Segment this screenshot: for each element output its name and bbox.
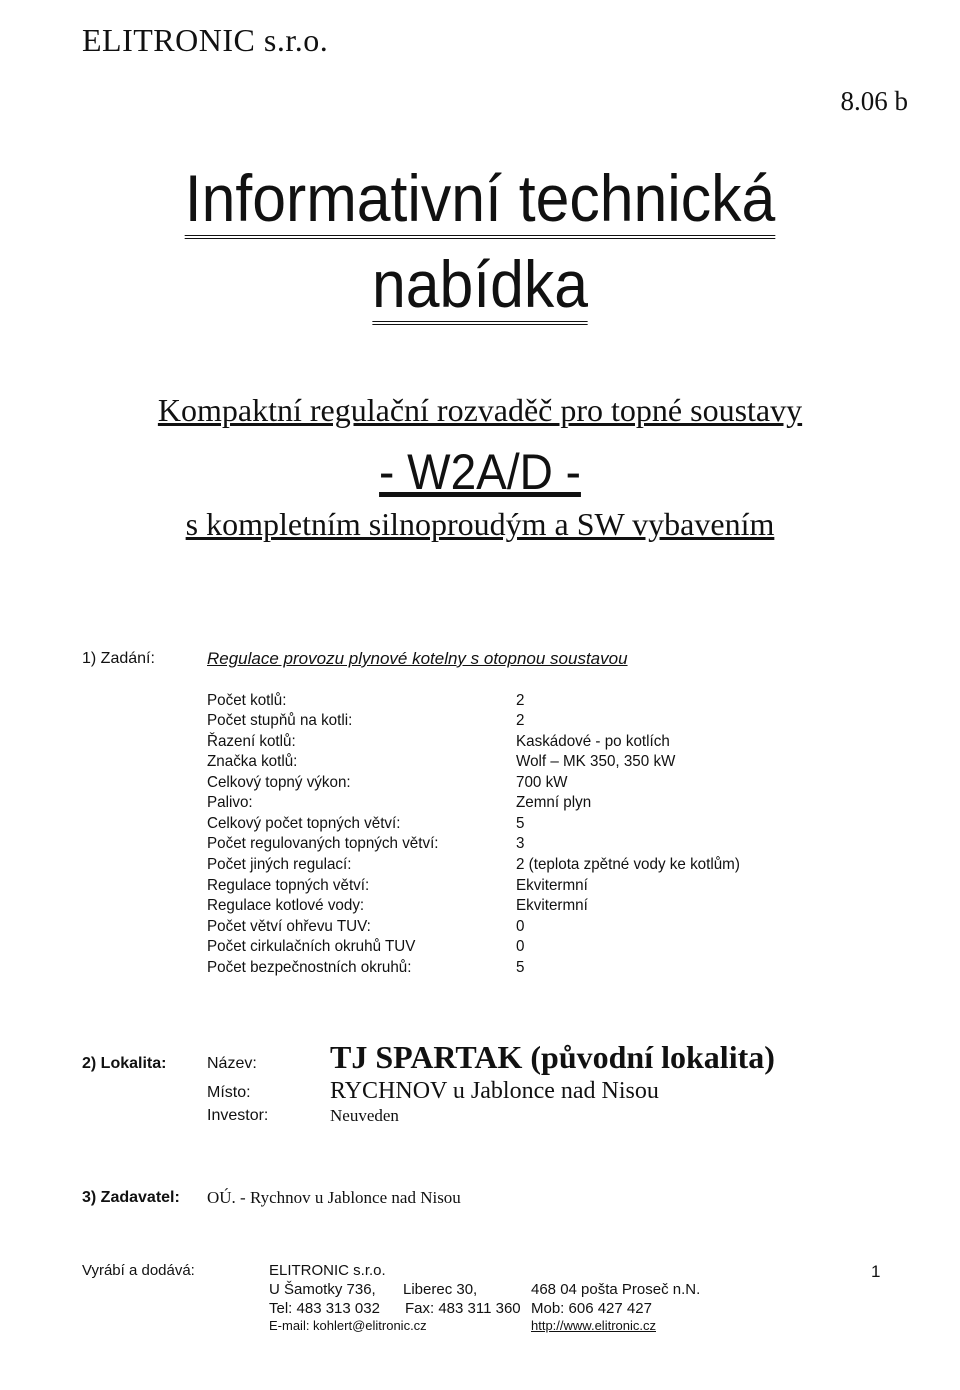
param-value: 3 (516, 835, 525, 852)
location-place-label: Místo: (207, 1084, 251, 1101)
footer-post: 468 04 pošta Proseč n.N. (531, 1281, 701, 1298)
location-investor-label: Investor: (207, 1107, 269, 1124)
footer-company: ELITRONIC s.r.o. (269, 1262, 386, 1279)
location-place-value: RYCHNOV u Jablonce nad Nisou (330, 1078, 659, 1104)
param-label: Celkový počet topných větví: (207, 815, 401, 832)
param-label: Počet větví ohřevu TUV: (207, 918, 371, 935)
param-label: Počet stupňů na kotli: (207, 712, 353, 729)
param-label: Počet bezpečnostních okruhů: (207, 959, 412, 976)
section-client-label: 3) Zadavatel: (82, 1189, 180, 1206)
param-label: Regulace kotlové vody: (207, 897, 365, 914)
location-name-value: TJ SPARTAK (původní lokalita) (330, 1039, 775, 1075)
footer-supplier-label: Vyrábí a dodává: (82, 1262, 195, 1279)
param-label: Počet kotlů: (207, 692, 287, 709)
equipment-line: s kompletním silnoproudým a SW vybavením (185, 506, 775, 542)
section-client-value: OÚ. - Rychnov u Jablonce nad Nisou (207, 1188, 461, 1207)
document-subtitle: Kompaktní regulační rozvaděč pro topné soustavy (157, 392, 803, 428)
param-label: Počet cirkulačních okruhů TUV (207, 938, 416, 955)
param-value: Kaskádové - po kotlích (516, 733, 670, 750)
footer-street: U Šamotky 736, (269, 1281, 376, 1298)
location-investor-value: Neuveden (330, 1106, 399, 1125)
param-value: 700 kW (516, 774, 568, 791)
param-label: Řazení kotlů: (207, 733, 296, 750)
company-name: ELITRONIC s.r.o. (82, 22, 329, 58)
page-number: 1 (871, 1262, 881, 1281)
section-location-label: 2) Lokalita: (82, 1055, 167, 1072)
param-value: 2 (516, 692, 525, 709)
param-value: Wolf – MK 350, 350 kW (516, 753, 676, 770)
param-label: Palivo: (207, 794, 253, 811)
param-value: 2 (teplota zpětné vody ke kotlům) (516, 856, 740, 873)
param-value: 5 (516, 959, 525, 976)
document-number: 8.06 b (840, 86, 908, 116)
footer-fax: Fax: 483 311 360 (405, 1300, 521, 1317)
footer-city: Liberec 30, (403, 1281, 478, 1298)
param-value: 2 (516, 712, 525, 729)
param-label: Počet jiných regulací: (207, 856, 352, 873)
section-task-label: 1) Zadání: (82, 650, 155, 667)
param-value: Zemní plyn (516, 794, 592, 811)
document-title-line1: Informativní technická (38, 160, 921, 236)
param-value: 0 (516, 918, 525, 935)
footer-email: E-mail: kohlert@elitronic.cz (269, 1318, 427, 1333)
location-name-label: Název: (207, 1055, 257, 1072)
param-value: Ekvitermní (516, 877, 588, 894)
footer-tel: Tel: 483 313 032 (269, 1300, 380, 1317)
model-name: - W2A/D - (379, 444, 581, 500)
param-label: Celkový topný výkon: (207, 774, 351, 791)
footer-mob: Mob: 606 427 427 (531, 1300, 652, 1317)
param-label: Regulace topných větví: (207, 877, 370, 894)
param-value: 5 (516, 815, 525, 832)
footer-web-link[interactable]: http://www.elitronic.cz (531, 1318, 656, 1333)
section-task-value: Regulace provozu plynové kotelny s otopnou soustavou (207, 649, 628, 668)
param-label: Značka kotlů: (207, 753, 298, 770)
param-value: Ekvitermní (516, 897, 588, 914)
document-title-line2: nabídka (38, 246, 921, 322)
param-value: 0 (516, 938, 525, 955)
param-label: Počet regulovaných topných větví: (207, 835, 439, 852)
